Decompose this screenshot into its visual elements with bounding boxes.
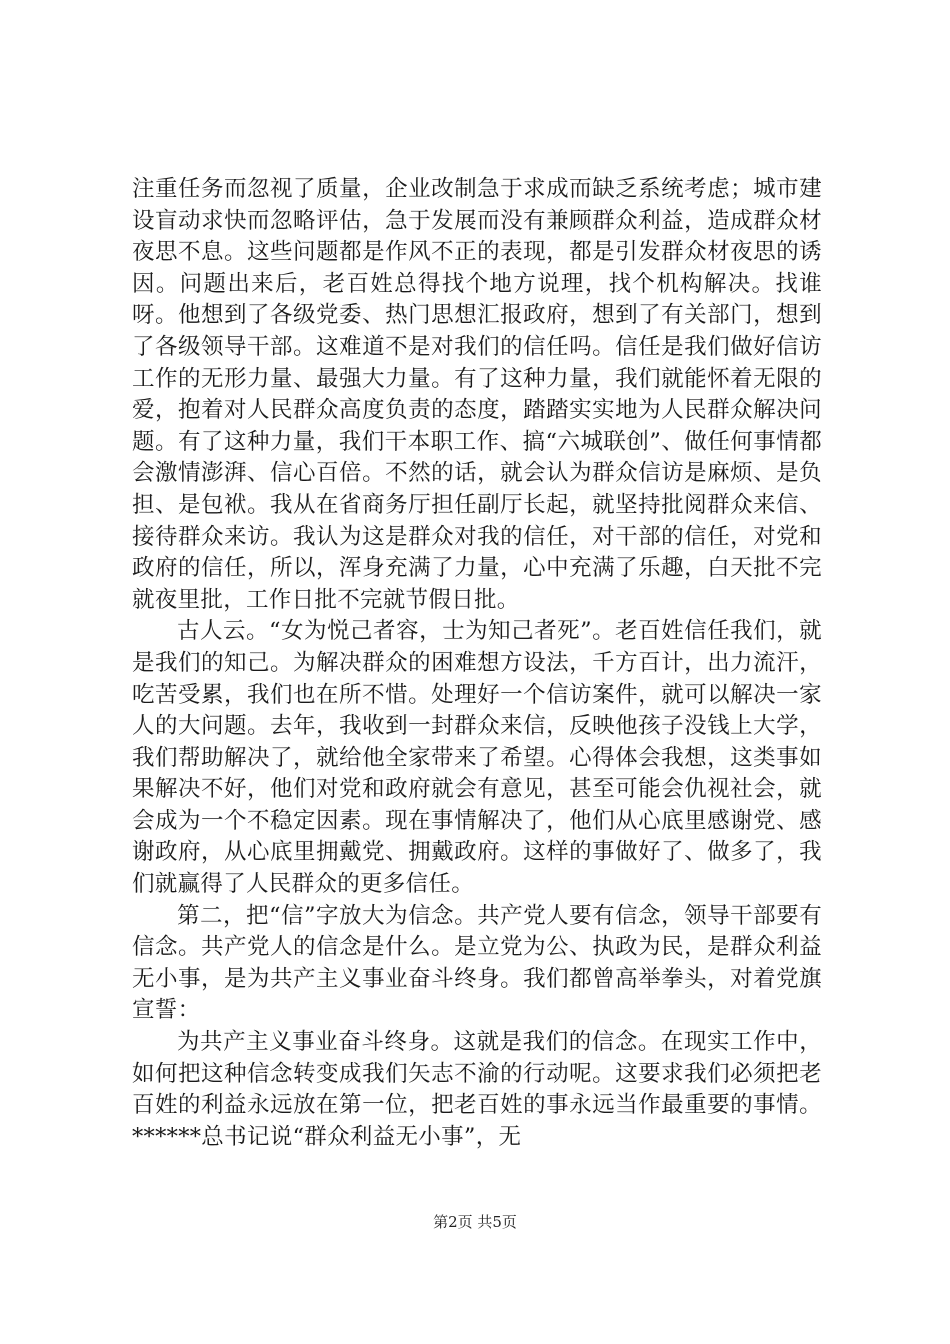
paragraph-1: 注重任务而忽视了质量，企业改制急于求成而缺乏系统考虑；城市建设盲动求快而忽略评估，急于发展而没有兼顾群众利益，造成群众材夜思不息。这些问题都是作风不正的表现，都是引发群众材夜思的诱因。问题出来后，老百姓总得找个地方说理，找个机构解决。找谁呀。他想到了各级党委、热门思想汇报政府，想到了有关部门，想到了各级领导干部。这难道不是对我们的信任吗。信任是我们做好信访工作的无形力量、最强大力量。有了这种力量，我们就能怀着无限的爱，抱着对人民群众高度负责的态度，踏踏实实地为人民群众解决问题。有了这种力量，我们干本职工作、搞“六城联创”、做任何事情都会激情澎湃、信心百倍。不然的话，就会认为群众信访是麻烦、是负担、是包袱。我从在省商务厅担任副厅长起，就坚持批阅群众来信、接待群众来访。我认为这是群众对我的信任，对干部的信任，对党和政府的信任，所以，浑身充满了力量，心中充满了乐趣，白天批不完就夜里批，工作日批不完就节假日批。	[132, 176, 822, 613]
paragraph-3: 第二，把“信”字放大为信念。共产党人要有信念，领导干部要有信念。共产党人的信念是什么。是立党为公、执政为民，是群众利益无小事，是为共产主义事业奋斗终身。我们都曾高举拳头，对着党旗宣誓：	[132, 902, 822, 1024]
paragraph-4: 为共产主义事业奋斗终身。这就是我们的信念。在现实工作中，如何把这种信念转变成我们矢志不渝的行动呢。这要求我们必须把老百姓的利益永远放在第一位，把老百姓的事永远当作最重要的事情。******总书记说“群众利益无小事”，无	[132, 1029, 822, 1150]
paragraph-2: 古人云。“女为悦己者容，士为知己者死”。老百姓信任我们，就是我们的知己。为解决群众的困难想方设法，千方百计，出力流汗，吃苦受累，我们也在所不惜。处理好一个信访案件，就可以解决一家人的大问题。去年，我收到一封群众来信，反映他孩子没钱上大学，我们帮助解决了，就给他全家带来了希望。心得体会我想，这类事如果解决不好，他们对党和政府就会有意见，甚至可能会仇视社会，就会成为一个不稳定因素。现在事情解决了，他们从心底里感谢党、感谢政府，从心底里拥戴党、拥戴政府。这样的事做好了、做多了，我们就赢得了人民群众的更多信任。	[132, 618, 822, 898]
document-body	[132, 174, 822, 1153]
page-footer: 第2页 共5页	[433, 1213, 517, 1231]
